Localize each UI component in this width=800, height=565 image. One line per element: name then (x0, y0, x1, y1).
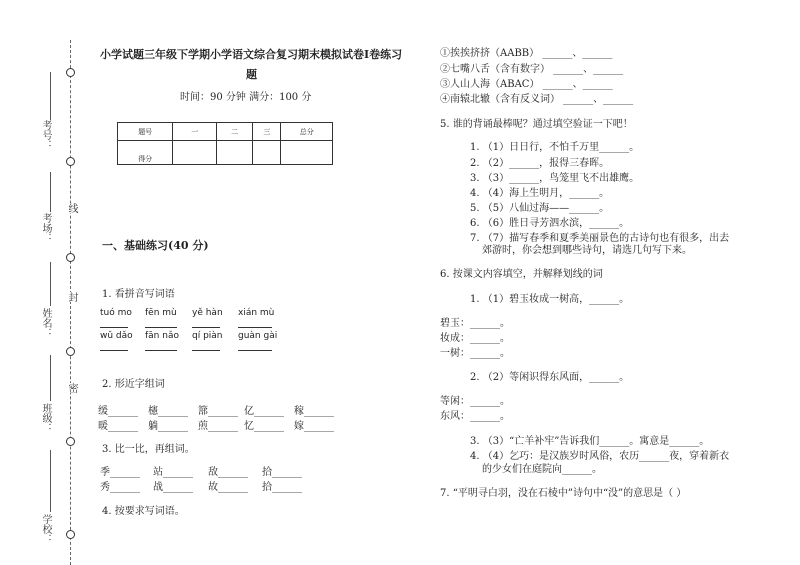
q6-sentence[interactable]: 2. （2）等闲识得东风面，______。 (470, 372, 630, 383)
binding-line (70, 40, 71, 565)
word-item[interactable]: 櫶______ (148, 406, 188, 417)
score-cell[interactable] (253, 141, 281, 165)
pinyin: wǔ dǎo (100, 331, 133, 341)
seal-char-feng: 封 (66, 292, 77, 302)
answer-blank[interactable] (100, 350, 128, 351)
binding-hole (66, 530, 75, 539)
pinyin: yě hàn (192, 308, 223, 318)
q5-item[interactable]: 2. （2）______，报得三春晖。 (470, 158, 610, 169)
q6-word[interactable]: 碧玉：______。 (440, 318, 510, 329)
exam-title: 小学试题三年级下学期小学语文综合复习期末模拟试卷Ⅰ卷练习 (100, 48, 403, 61)
word-item[interactable]: 篰______ (198, 406, 238, 417)
q7-label[interactable]: 7. “平明寻白羽，没在石棱中”诗句中“没”的意思是（ ） (440, 488, 687, 499)
class-label: 班级： (40, 403, 51, 433)
seal-char-xian: 线 (66, 203, 77, 213)
q6-sentence[interactable]: 4. （4）乞巧：是汉族岁时风俗，农历______夜，穿着新衣 (470, 451, 730, 462)
word-item[interactable]: 秀______ (100, 482, 140, 493)
score-row-label: 得分 (118, 141, 173, 165)
answer-blank[interactable] (145, 350, 177, 351)
pinyin: qí piàn (192, 331, 223, 341)
word-item[interactable]: 嫁______ (294, 421, 334, 432)
word-item[interactable]: 忆______ (244, 421, 284, 432)
q4-item[interactable]: ④南辕北辙（含有反义词） ______、______ (440, 94, 634, 105)
word-item[interactable]: 躺______ (148, 421, 188, 432)
word-item[interactable]: 稼______ (294, 406, 334, 417)
q6-label: 6. 按课文内容填空，并解释划线的词 (440, 269, 603, 280)
q4-label: 4. 按要求写词语。 (102, 506, 185, 517)
answer-blank[interactable] (145, 327, 177, 328)
pinyin: fēn mù (145, 308, 177, 318)
binding-hole (66, 157, 75, 166)
score-table-header: 总分 (281, 123, 333, 141)
school-label: 学校： (40, 514, 51, 544)
exam-title-cont: 题 (246, 68, 257, 81)
score-table-header: 三 (253, 123, 281, 141)
seal-char-mi: 密 (66, 383, 77, 393)
q6-word[interactable]: 等闲：______。 (440, 396, 510, 407)
answer-blank[interactable] (100, 327, 128, 328)
answer-blank[interactable] (192, 327, 220, 328)
q5-label: 5. 谁的背诵最棒呢？通过填空验证一下吧！ (440, 119, 633, 130)
score-table-header: 题号 (118, 123, 173, 141)
q5-item[interactable]: 3. （3）______，鸟笼里飞不出雄鹰。 (470, 173, 640, 184)
binding-hole (66, 68, 75, 77)
answer-blank[interactable] (192, 350, 220, 351)
word-item[interactable]: 拾______ (262, 467, 302, 478)
score-cell[interactable] (281, 141, 333, 165)
section1-title: 一、基础练习(40 分) (102, 239, 209, 252)
time-info: 时间：90 分钟 满分：100 分 (180, 92, 312, 103)
q5-item-cont: 郊游时，你会想到哪些诗句，请选几句写下来。 (482, 245, 692, 256)
exam-room-label: 考场： (40, 213, 51, 243)
q1-label: 1. 看拼音写词语 (102, 289, 175, 300)
score-cell[interactable] (217, 141, 253, 165)
word-item[interactable]: 故______ (208, 482, 248, 493)
word-item[interactable]: 亿______ (244, 406, 284, 417)
pinyin: xián mù (238, 308, 275, 318)
q4-item[interactable]: ①挨挨挤挤（AABB） ______、______ (440, 48, 613, 59)
class-field[interactable] (50, 355, 51, 401)
binding-hole (66, 253, 75, 262)
exam-number-field[interactable] (50, 72, 51, 120)
score-table-header: 二 (217, 123, 253, 141)
q2-label: 2. 形近字组词 (102, 379, 165, 390)
word-item[interactable]: 煎______ (198, 421, 238, 432)
word-item[interactable]: 战______ (153, 482, 193, 493)
word-item[interactable]: 敌______ (208, 467, 248, 478)
score-cell[interactable] (173, 141, 217, 165)
q5-item[interactable]: 5. （5）八仙过海——______。 (470, 203, 610, 214)
word-item[interactable]: 拾______ (262, 482, 302, 493)
pinyin: fān nǎo (145, 331, 179, 341)
q5-item[interactable]: 7. （7）描写春季和夏季美丽景色的古诗句也有很多，出去 (470, 233, 730, 244)
word-item[interactable]: 缓______ (98, 406, 138, 417)
word-item[interactable]: 站______ (153, 467, 193, 478)
word-item[interactable]: 季______ (100, 467, 140, 478)
q4-item[interactable]: ②七嘴八舌（含有数字） ______、______ (440, 64, 624, 75)
binding-hole (66, 437, 75, 446)
q6-sentence[interactable]: 3. （3）“亡羊补牢”告诉我们______。寓意是______。 (470, 436, 710, 447)
answer-blank[interactable] (238, 327, 272, 328)
exam-number-label: 考号： (40, 120, 51, 150)
q5-item[interactable]: 1. （1）日日行，不怕千万里______。 (470, 142, 640, 153)
q6-sentence[interactable]: 1. （1）碧玉妆成一树高，______。 (470, 294, 630, 305)
q3-label: 3. 比一比，再组词。 (102, 444, 195, 455)
q6-sentence-cont[interactable]: 的少女们在庭院向______。 (482, 464, 602, 475)
score-table (117, 122, 333, 165)
q6-word[interactable]: 东风：______。 (440, 411, 510, 422)
exam-room-field[interactable] (50, 172, 51, 212)
pinyin: tuó mo (100, 308, 132, 318)
q5-item[interactable]: 6. （6）胜日寻芳泗水滨，______。 (470, 218, 630, 229)
q6-word[interactable]: 一树：______。 (440, 348, 510, 359)
q6-word[interactable]: 妆成：______。 (440, 333, 510, 344)
name-field[interactable] (50, 262, 51, 306)
binding-hole (66, 347, 75, 356)
answer-blank[interactable] (238, 350, 272, 351)
school-field[interactable] (50, 450, 51, 512)
score-table-header: 一 (173, 123, 217, 141)
pinyin: guàn gài (238, 331, 278, 341)
q4-item[interactable]: ③人山人海（ABAC） ______、______ (440, 79, 613, 90)
name-label: 姓名： (40, 308, 51, 338)
q5-item[interactable]: 4. （4）海上生明月，______。 (470, 188, 610, 199)
word-item[interactable]: 暖______ (98, 421, 138, 432)
